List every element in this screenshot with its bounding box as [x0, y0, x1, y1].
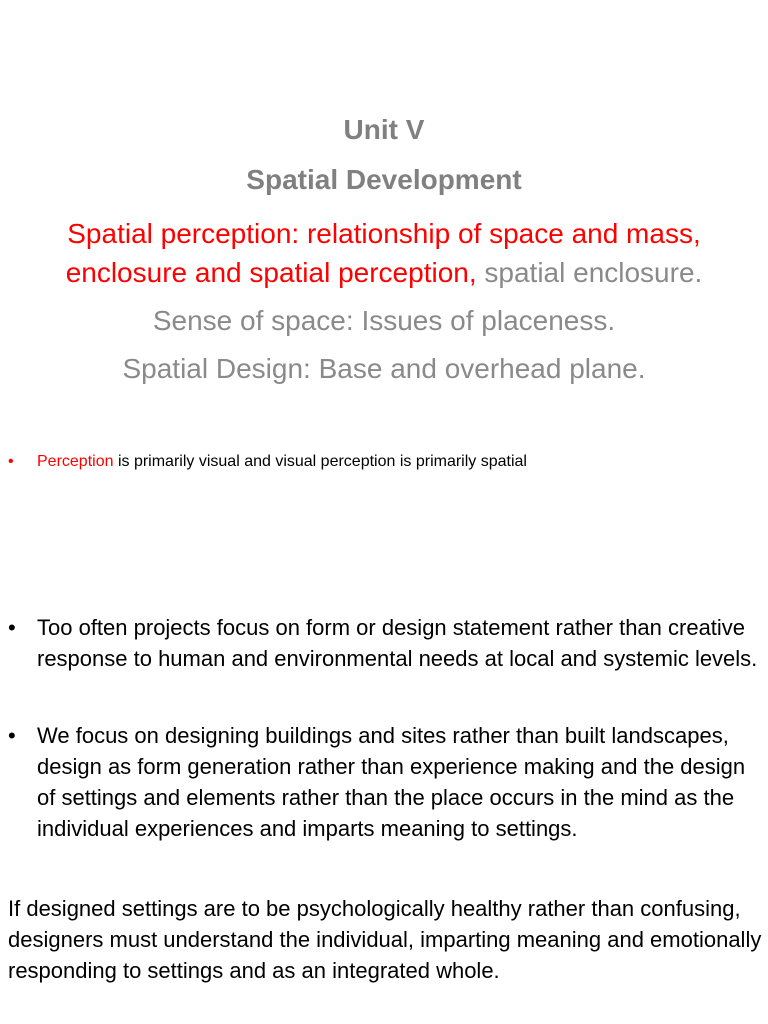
- closing-paragraph: If designed settings are to be psychologically healthy rather than confusing, designers must understand the individual, imparting meaning and emotionally responding to settings and as an integrated whole.: [8, 896, 762, 983]
- perception-highlight: Perception: [37, 453, 114, 470]
- spatial-design-line: Spatial Design: Base and overhead plane.: [122, 353, 646, 384]
- bullet-marker: •: [8, 453, 14, 470]
- perception-text: is primarily visual and visual perception is primarily spatial: [113, 453, 527, 470]
- topic-line-2: [0, 253, 768, 292]
- bullet-marker: •: [8, 615, 16, 640]
- unit-label: Unit V: [343, 114, 425, 145]
- bullet-marker: •: [8, 723, 16, 748]
- topic-line-2-red: enclosure and spatial perception,: [65, 257, 477, 288]
- topic-line-1: Spatial perception: relationship of space and mass,: [67, 218, 701, 249]
- topic-line-2-grey: spatial enclosure.: [476, 257, 703, 288]
- list-item-text: We focus on designing buildings and sites rather than built landscapes, design as form generation rather than experience making and the design of settings and elements rather than the place occurs in the mind as the individual experiences and imparts meaning to settings.: [37, 723, 746, 841]
- sense-of-space-line: Sense of space: Issues of placeness.: [152, 305, 616, 336]
- page-title: Spatial Development: [246, 164, 522, 195]
- list-item-text: Too often projects focus on form or design statement rather than creative response to human and environmental needs at local and systemic levels.: [37, 615, 758, 671]
- perception-bullet: [8, 453, 527, 471]
- topic-block: [0, 214, 768, 292]
